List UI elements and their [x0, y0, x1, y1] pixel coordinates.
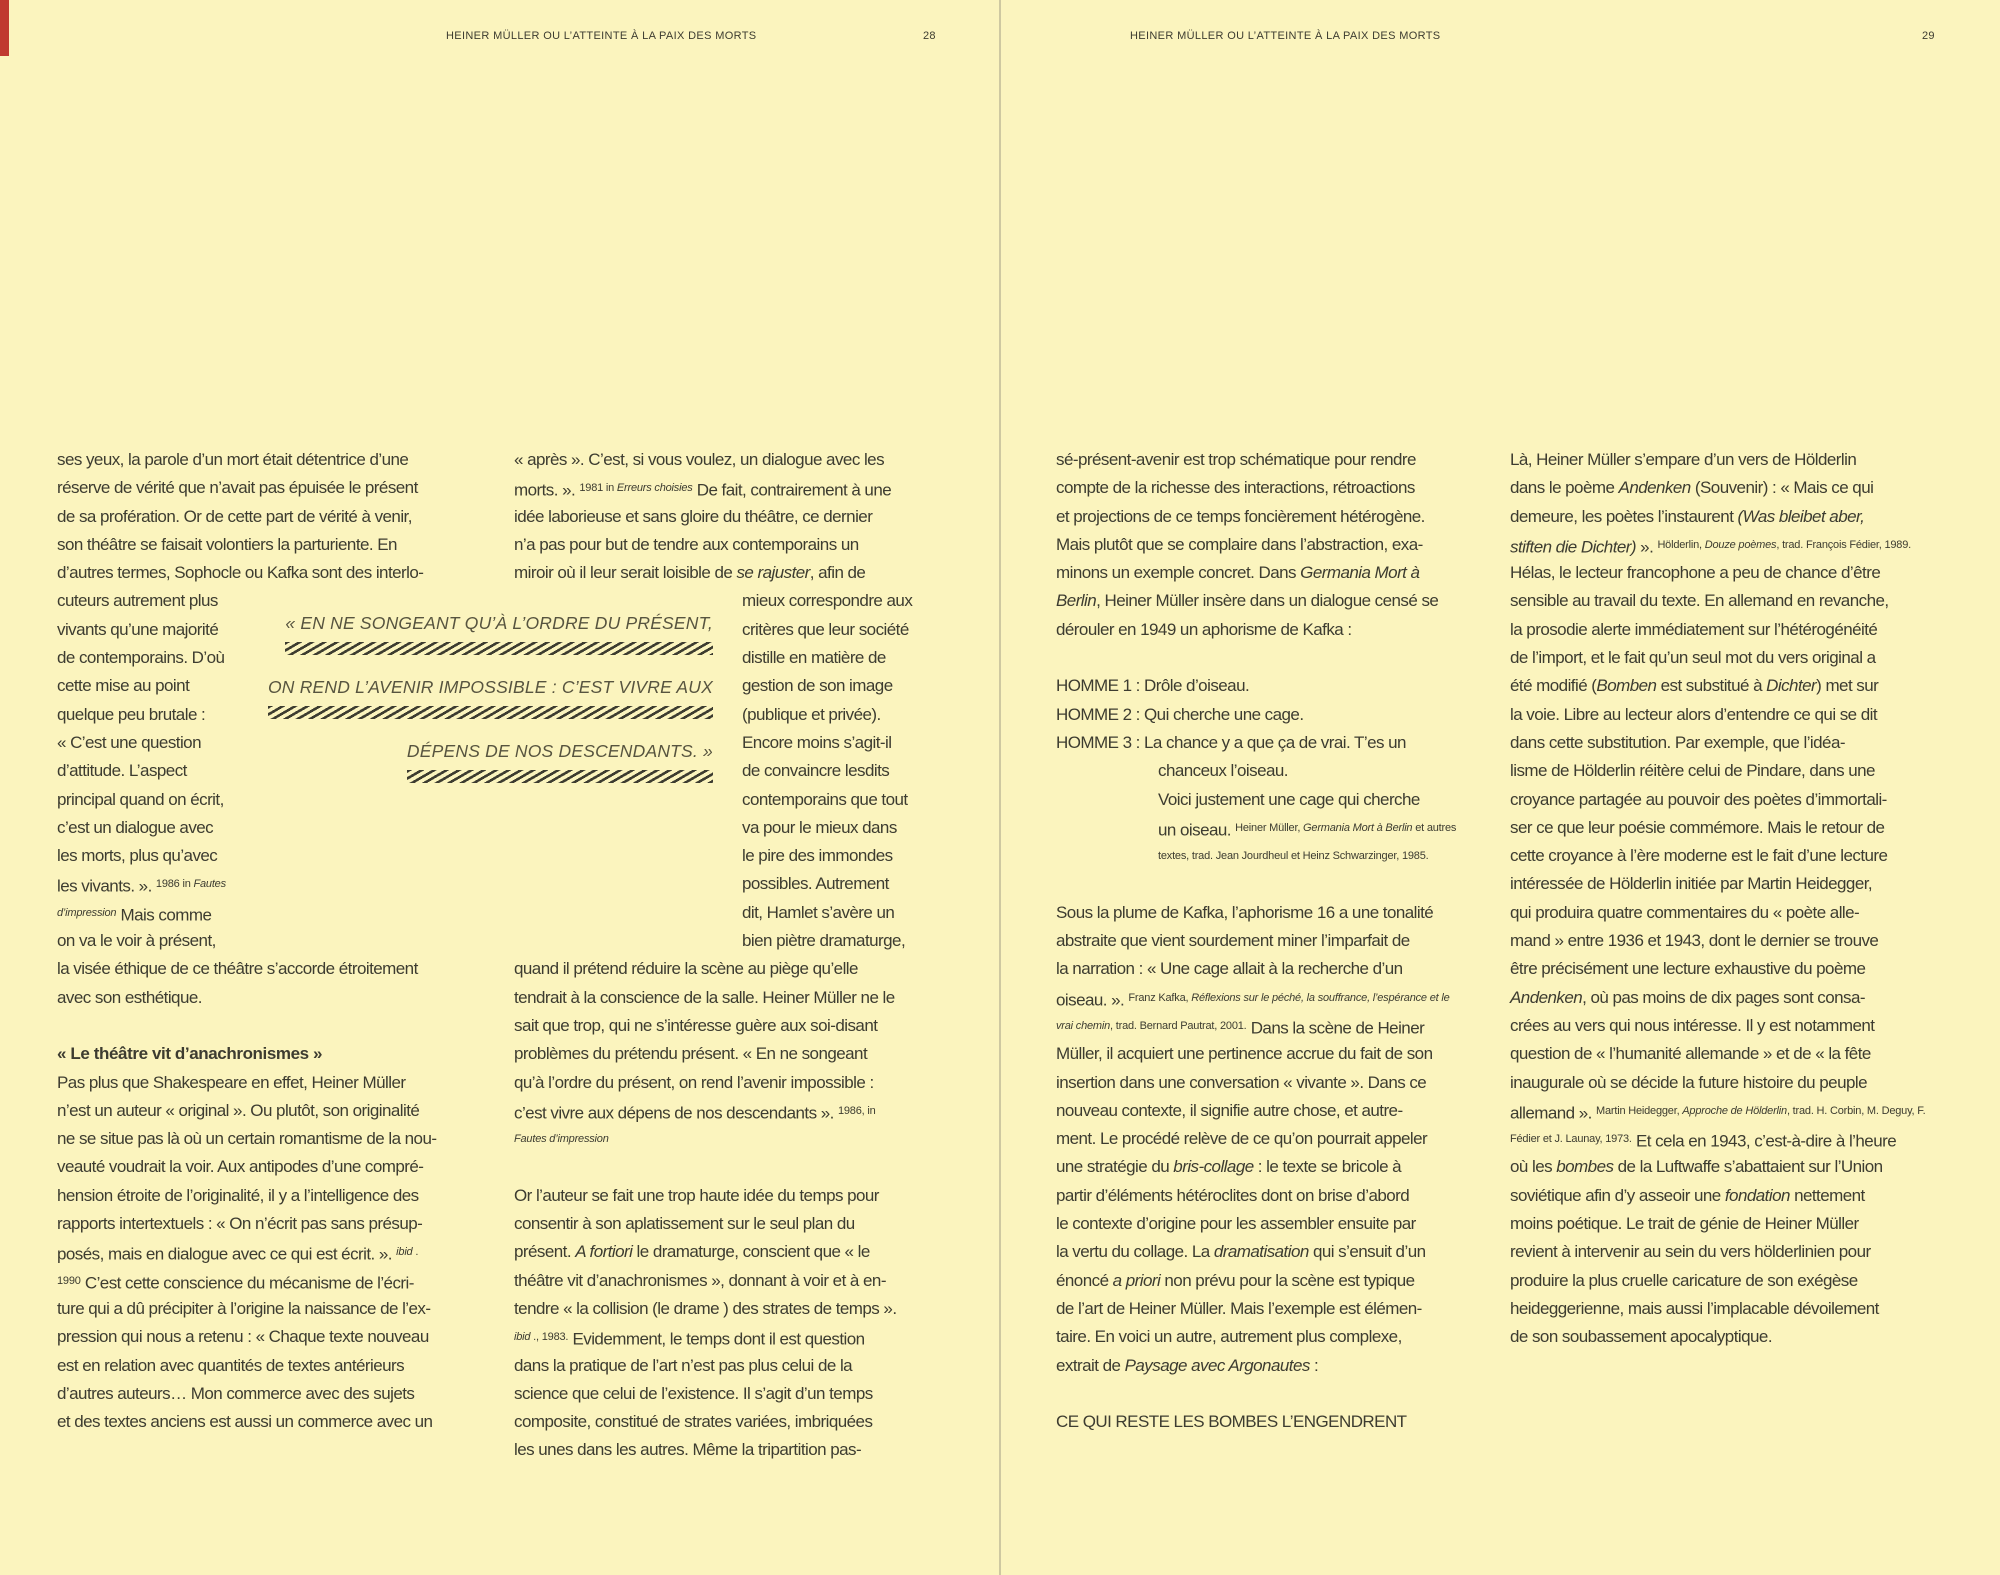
text-line: revient à intervenir au sein du vers hölderlinien pour — [1510, 1242, 1871, 1262]
hatch-stripe — [407, 770, 713, 783]
text-line: présent. A fortiori le dramaturge, conscient que « le — [514, 1242, 870, 1262]
text-line: compte de la richesse des interactions, rétroactions — [1056, 478, 1415, 498]
page-number-left: 28 — [923, 30, 936, 42]
text-line: n’a pas pour but de tendre aux contemporains un — [514, 534, 859, 554]
text-line: Là, Heiner Müller s’empare d’un vers de Hölderlin — [1510, 450, 1857, 469]
text-line: Voici justement une cage qui cherche — [1158, 789, 1420, 809]
text-line: HOMME 1 : Drôle d’oiseau. — [1056, 676, 1250, 696]
text-line: rapports intertextuels : « On n’écrit pas sans présup- — [57, 1214, 423, 1234]
gutter-divider — [999, 0, 1001, 1575]
text-line: cette mise au point — [57, 676, 190, 696]
text-line: inaugurale où se décide la future histoire du peuple — [1510, 1072, 1868, 1092]
text-line: quand il prétend réduire la scène au piège qu’elle — [514, 959, 858, 979]
text-line: n’est un auteur « original ». Ou plutôt, son originalité — [57, 1100, 420, 1120]
text-line: question de « l’humanité allemande » et de « la fête — [1510, 1044, 1871, 1064]
text-line: où les bombes de la Luftwaffe s’abattaient sur l’Union — [1510, 1157, 1883, 1177]
text-line: c’est un dialogue avec — [57, 817, 214, 837]
text-line: moins poétique. Le trait de génie de Heiner Müller — [1510, 1214, 1859, 1234]
text-line: produire la plus cruelle caricature de son exégèse — [1510, 1270, 1858, 1290]
text-line: et des textes anciens est aussi un commerce avec un — [57, 1412, 433, 1432]
text-line: quelque peu brutale : — [57, 704, 206, 724]
text-line: la prosodie alerte immédiatement sur l’hétérogénéité — [1510, 619, 1878, 639]
text-line: $^{1990}$ C’est cette conscience du mécanisme de l’écri- — [57, 1273, 414, 1293]
page-number-right: 29 — [1922, 30, 1935, 42]
text-line: ses yeux, la parole d’un mort était détentrice d’une — [57, 450, 409, 469]
text-line: qui produira quatre commentaires du « poète alle- — [1510, 902, 1860, 922]
text-line: morts. ». $^{1981 in Erreurs choisies}$ De fait, contrairement à une — [514, 480, 892, 500]
text-line: lisme de Hölderlin réitère celui de Pindare, dans une — [1510, 761, 1875, 781]
text-line: Andenken, où pas moins de dix pages sont consa- — [1510, 987, 1866, 1007]
text-line: textes, trad. Jean Jourdheul et Heinz Schwarzinger, 1985. — [1158, 850, 1429, 863]
text-line: minons un exemple concret. Dans Germania Mort à — [1056, 563, 1420, 583]
text-line: mand » entre 1936 et 1943, dont le dernier se trouve — [1510, 931, 1879, 951]
text-line: et projections de ce temps foncièrement hétérogène. — [1056, 506, 1425, 526]
text-line — [514, 1153, 982, 1181]
red-edge-mark — [0, 0, 9, 56]
text-line: la voie. Libre au lecteur alors d’entendre ce qui se dit — [1510, 704, 1878, 724]
text-line: taire. En voici un autre, autrement plus complexe, — [1056, 1327, 1402, 1347]
text-line — [1056, 1380, 1501, 1408]
text-line: intéressée de Hölderlin initiée par Martin Heidegger, — [1510, 874, 1873, 894]
text-line: Pas plus que Shakespeare en effet, Heiner Müller — [57, 1072, 406, 1092]
text-line: stiften die Dichter) ». $^{Hölderlin, Douze poèmes, trad. François Fédier, 1989.}$ — [1510, 537, 1911, 557]
text-line: les vivants. ». $^{1986 in Fautes}$ — [57, 876, 226, 896]
text-line: sait que trop, qui ne s’intéresse guère aux soi-disant — [514, 1015, 878, 1035]
text-line: dans cette substitution. Par exemple, que l’idéa- — [1510, 732, 1845, 752]
text-line: avec son esthétique. — [57, 987, 202, 1007]
text-line: un oiseau. $^{Heiner Müller, Germania Mort à Berlin et autres}$ — [1158, 820, 1457, 840]
text-line: « après ». C’est, si vous voulez, un dialogue avec les — [514, 450, 885, 469]
text-line: tendrait à la conscience de la salle. Heiner Müller ne le — [514, 987, 895, 1007]
text-line: dans la pratique de l’art n’est pas plus celui de la — [514, 1355, 853, 1375]
text-line: composite, constitué de strates variées, imbriquées — [514, 1412, 873, 1432]
text-line: HOMME 3 : La chance y a que ça de vrai. T’es un — [1056, 732, 1406, 752]
text-line: été modifié (Bomben est substitué à Dichter) met sur — [1510, 676, 1879, 696]
page29-column-1 — [1056, 446, 1501, 1436]
text-line: partir d’éléments hétéroclites dont on brise d’abord — [1056, 1185, 1410, 1205]
text-line: de sa profération. Or de cette part de vérité à venir, — [57, 506, 412, 526]
text-line: ne se situe pas là où un certain romantisme de la nou- — [57, 1129, 437, 1149]
pull-quote-row — [268, 677, 713, 719]
text-line: oiseau. ». $^{Franz Kafka, Réflexions sur le péché, la souffrance, l’espérance et le}$ — [1056, 990, 1450, 1010]
pull-quote-row — [407, 741, 713, 783]
pull-quote — [233, 613, 713, 805]
pull-quote-line: « EN NE SONGEANT QU’À L’ORDRE DU PRÉSENT, — [285, 613, 713, 633]
text-line: c’est vivre aux dépens de nos descendants ». $^{1986, in}$ — [514, 1103, 876, 1123]
text-line: distille en matière de — [742, 648, 886, 668]
text-line: dérouler en 1949 un aphorisme de Kafka : — [1056, 619, 1352, 639]
text-line: demeure, les poètes l’instaurent (Was bleibet aber, — [1510, 506, 1865, 526]
text-line: Fautes d’impression — [514, 1133, 609, 1146]
text-line: sé-présent-avenir est trop schématique pour rendre — [1056, 450, 1416, 469]
text-line: CE QUI RESTE LES BOMBES L’ENGENDRENT — [1056, 1412, 1407, 1432]
text-line: veauté voudrait la voir. Aux antipodes d’une compré- — [57, 1157, 424, 1177]
text-line: $^{vrai chemin, trad. Bernard Pautrat, 2001.}$ Dans la scène de Heiner — [1056, 1018, 1425, 1038]
text-line: hension étroite de l’originalité, il y a l’intelligence des — [57, 1185, 419, 1205]
text-line — [57, 1012, 502, 1040]
text-line: on va le voir à présent, — [57, 931, 216, 951]
page28-column-2 — [514, 446, 982, 1465]
text-line: Berlin, Heiner Müller insère dans un dialogue censé se — [1056, 591, 1439, 611]
text-line: abstraite que vient sourdement miner l’imparfait de — [1056, 931, 1410, 951]
text-line: énoncé a priori non prévu pour la scène est typique — [1056, 1270, 1415, 1290]
text-line: Sous la plume de Kafka, l’aphorisme 16 a une tonalité — [1056, 902, 1434, 922]
text-line: ser ce que leur poésie commémore. Mais le retour de — [1510, 817, 1885, 837]
text-line: d’attitude. L’aspect — [57, 761, 187, 781]
text-line: $^{d’impression}$ Mais comme — [57, 905, 212, 925]
text-line: ment. Le procédé relève de ce qu’on pourrait appeler — [1056, 1129, 1428, 1149]
text-line: Müller, il acquiert une pertinence accrue du fait de son — [1056, 1044, 1433, 1064]
text-line: réserve de vérité que n’avait pas épuisée le présent — [57, 478, 418, 498]
text-line: HOMME 2 : Qui cherche une cage. — [1056, 704, 1304, 724]
text-line: heideggerienne, mais aussi l’implacable dévoilement — [1510, 1298, 1879, 1318]
text-line: principal quand on écrit, — [57, 789, 224, 809]
text-line: « C’est une question — [57, 732, 201, 752]
text-line — [1056, 644, 1501, 672]
text-line: de son soubassement apocalyptique. — [1510, 1327, 1772, 1347]
text-line: de l’import, et le fait qu’un seul mot du vers original a — [1510, 648, 1876, 668]
pull-quote-line: DÉPENS DE NOS DESCENDANTS. » — [406, 741, 713, 761]
text-line: dans le poème Andenken (Souvenir) : « Mais ce qui — [1510, 478, 1874, 498]
text-line: de l’art de Heiner Müller. Mais l’exemple est élémen- — [1056, 1298, 1422, 1318]
text-line: science que celui de l’existence. Il s’agit d’un temps — [514, 1383, 873, 1403]
text-line: problèmes du prétendu présent. « En ne songeant — [514, 1044, 868, 1064]
text-line: extrait de Paysage avec Argonautes : — [1056, 1355, 1319, 1375]
text-line: Encore moins s’agit-il — [742, 732, 892, 752]
text-line: la vertu du collage. La dramatisation qui s’ensuit d’un — [1056, 1242, 1426, 1262]
text-line: cuteurs autrement plus — [57, 591, 218, 611]
hatch-stripe — [285, 642, 713, 655]
text-line: $^{Fédier et J. Launay, 1973.}$ Et cela en 1943, c’est-à-dire à l’heure — [1510, 1131, 1897, 1151]
text-line: Or l’auteur se fait une trop haute idée du temps pour — [514, 1185, 879, 1205]
text-line: chanceux l’oiseau. — [1158, 761, 1288, 781]
page28-column-1 — [57, 446, 502, 1436]
text-line: critères que leur société — [742, 619, 909, 639]
text-line: mieux correspondre aux — [742, 591, 913, 611]
text-line: idée laborieuse et sans gloire du théâtre, ce dernier — [514, 506, 873, 526]
pull-quote-row — [285, 613, 713, 655]
text-line: « Le théâtre vit d’anachronismes » — [57, 1044, 323, 1064]
text-line: cette croyance à l’ère moderne est le fait d’une lecture — [1510, 846, 1888, 866]
text-line: le contexte d’origine pour les assembler ensuite par — [1056, 1214, 1416, 1234]
text-line: vivants qu’une majorité — [57, 619, 219, 639]
text-line: d’autres auteurs… Mon commerce avec des sujets — [57, 1383, 415, 1403]
text-line: va pour le mieux dans — [742, 817, 897, 837]
text-line: son théâtre se faisait volontiers la parturiente. En — [57, 534, 397, 554]
text-line: posés, mais en dialogue avec ce qui est écrit. ». $^{ibid .}$ — [57, 1244, 419, 1264]
text-line: consentir à son aplatissement sur le seul plan du — [514, 1214, 855, 1234]
text-line: bien piètre dramaturge, — [742, 931, 906, 951]
text-line: dit, Hamlet s’avère un — [742, 902, 895, 922]
text-line: être précisément une lecture exhaustive du poème — [1510, 959, 1866, 979]
text-line: est en relation avec quantités de textes antérieurs — [57, 1355, 405, 1375]
text-line: les unes dans les autres. Même la tripartition pas- — [514, 1440, 862, 1460]
text-line — [1056, 870, 1501, 898]
text-line: possibles. Autrement — [742, 874, 889, 894]
text-line: de contemporains. D’où — [57, 648, 225, 668]
text-line: tendre « la collision (le drame ) des strates de temps ». — [514, 1298, 897, 1318]
text-line: $^{ibid ., 1983.}$ Evidemment, le temps dont il est question — [514, 1329, 865, 1349]
text-line: allemand ». $^{Martin Heidegger, Approche de Hölderlin, trad. H. Corbin, M. Deguy, F.}$ — [1510, 1103, 1926, 1123]
text-line: qu’à l’ordre du présent, on rend l’avenir impossible : — [514, 1072, 874, 1092]
text-line: théâtre vit d’anachronismes », donnant à voir et à en- — [514, 1270, 886, 1290]
text-line: la visée éthique de ce théâtre s’accorde étroitement — [57, 959, 418, 979]
text-line: croyance partagée au pouvoir des poètes d’immortali- — [1510, 789, 1887, 809]
text-line: le pire des immondes — [742, 846, 893, 866]
text-line: une stratégie du bris-collage : le texte se bricole à — [1056, 1157, 1402, 1177]
text-line: soviétique afin d’y asseoir une fondation nettement — [1510, 1185, 1865, 1205]
pull-quote-line: ON REND L’AVENIR IMPOSSIBLE : C’EST VIVRE AUX — [268, 677, 713, 697]
text-line: gestion de son image — [742, 676, 893, 696]
running-header-right: HEINER MÜLLER OU L’ATTEINTE À LA PAIX DES MORTS — [1130, 30, 1441, 42]
text-line: Hélas, le lecteur francophone a peu de chance d’être — [1510, 563, 1881, 583]
text-line: pression qui nous a retenu : « Chaque texte nouveau — [57, 1327, 429, 1347]
text-line: contemporains que tout — [742, 789, 908, 809]
text-line: crées au vers qui nous intéresse. Il y est notamment — [1510, 1015, 1875, 1035]
text-line: la narration : « Une cage allait à la recherche d’un — [1056, 959, 1403, 979]
text-line: nouveau contexte, il signifie autre chose, et autre- — [1056, 1100, 1403, 1120]
text-line: Mais plutôt que se complaire dans l’abstraction, exa- — [1056, 534, 1423, 554]
text-line: d’autres termes, Sophocle ou Kafka sont des interlo- — [57, 563, 424, 583]
text-line: insertion dans une conversation « vivante ». Dans ce — [1056, 1072, 1427, 1092]
text-line: miroir où il leur serait loisible de se rajuster, afin de — [514, 563, 866, 583]
text-line: de convaincre lesdits — [742, 761, 890, 781]
running-header-left: HEINER MÜLLER OU L’ATTEINTE À LA PAIX DES MORTS — [446, 30, 757, 42]
text-line: les morts, plus qu’avec — [57, 846, 218, 866]
text-line: (publique et privée). — [742, 704, 881, 724]
text-line: sensible au travail du texte. En allemand en revanche, — [1510, 591, 1889, 611]
text-line: ture qui a dû précipiter à l’origine la naissance de l’ex- — [57, 1298, 431, 1318]
page29-column-2 — [1510, 446, 1965, 1352]
hatch-stripe — [268, 706, 713, 719]
